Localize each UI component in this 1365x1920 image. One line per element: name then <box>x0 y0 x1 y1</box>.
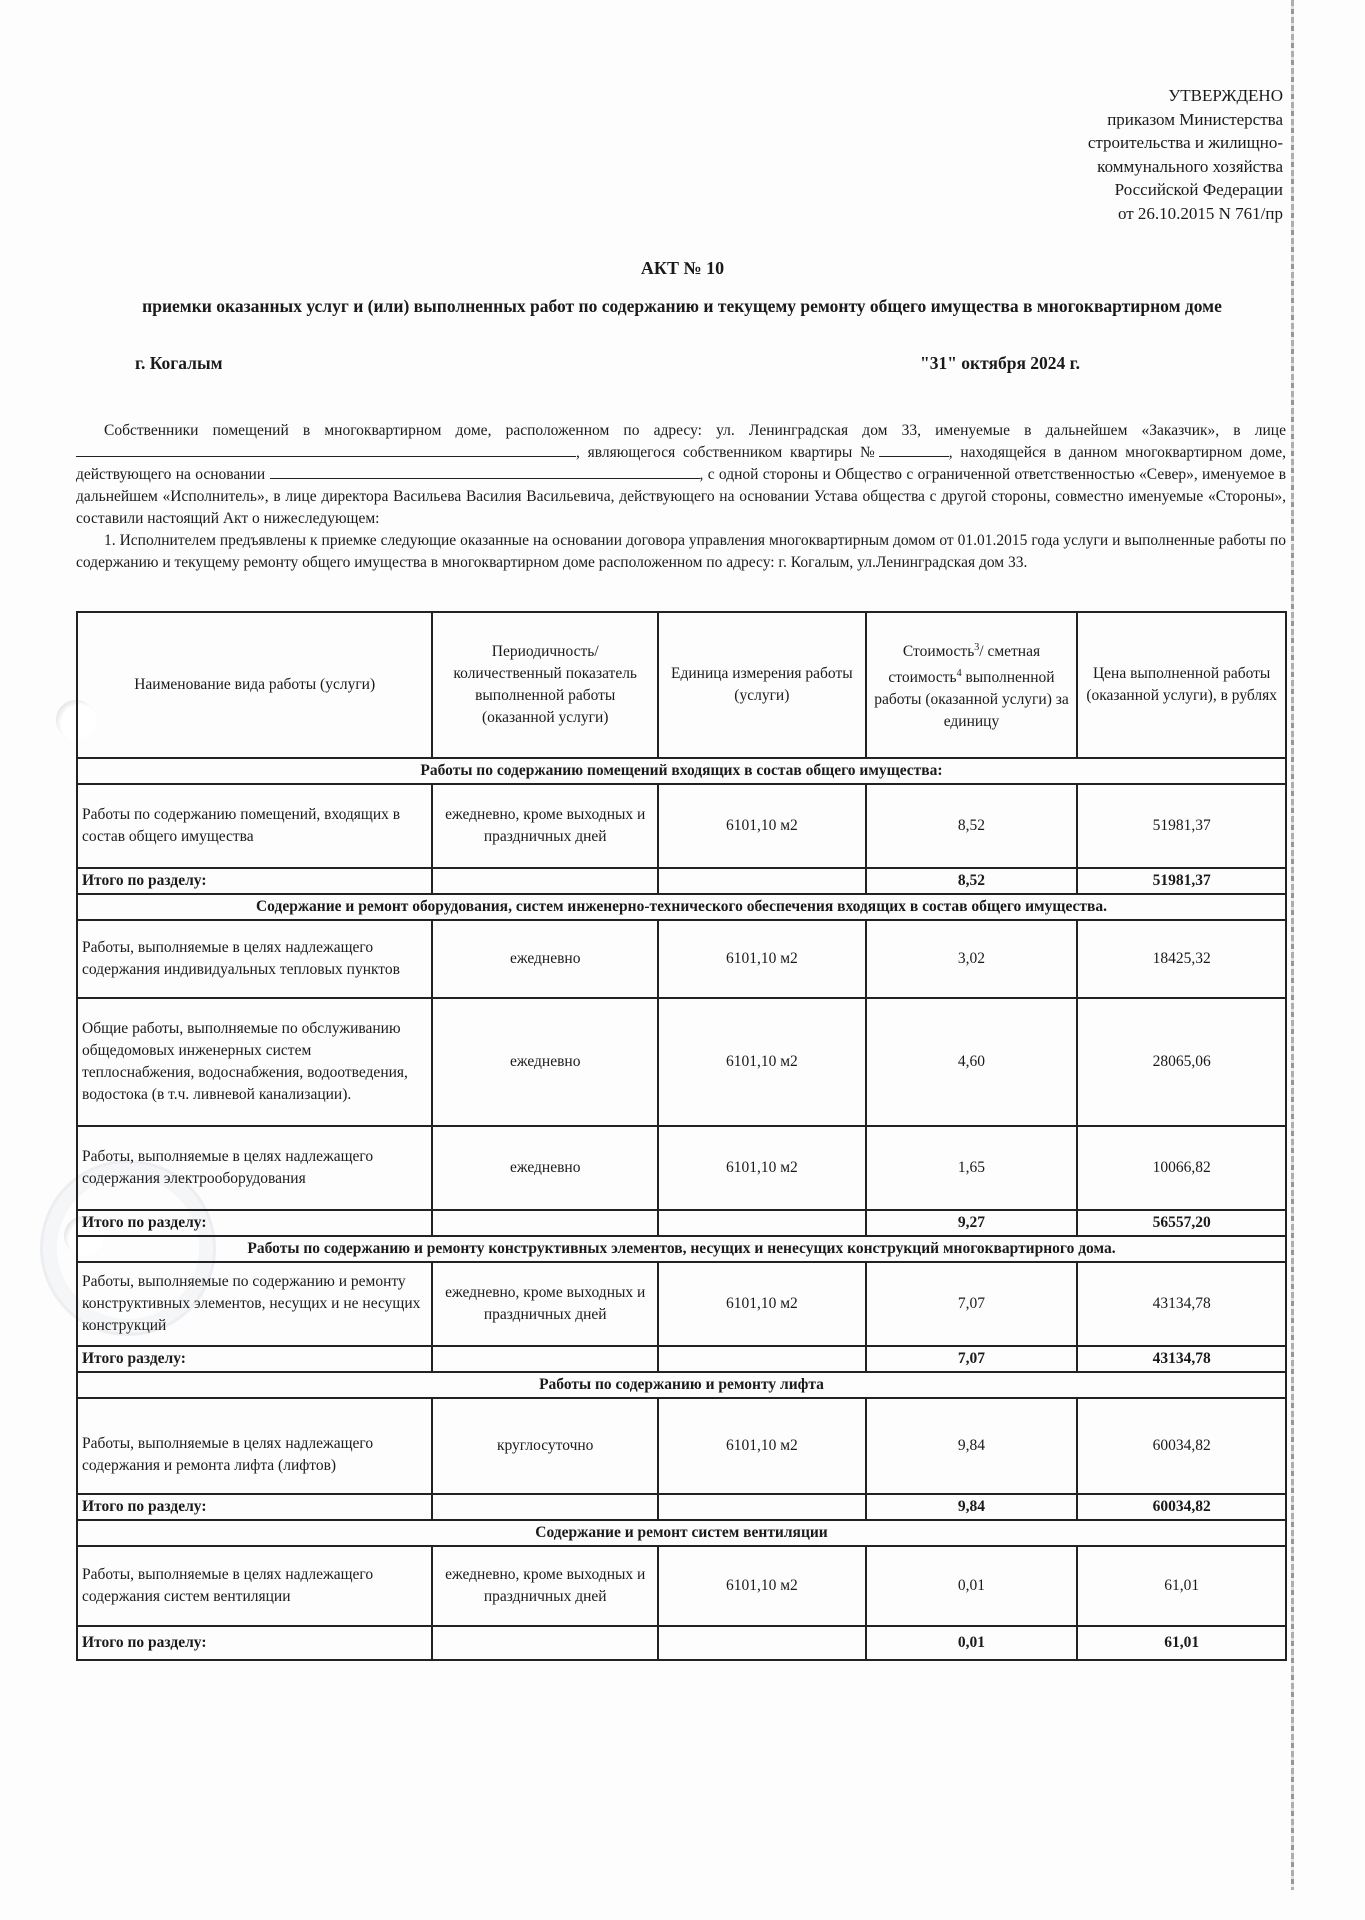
work-periodicity: ежедневно, кроме выходных и праздничных дней <box>432 1262 658 1346</box>
total-price: 61,01 <box>1077 1626 1286 1660</box>
total-cost: 0,01 <box>866 1626 1078 1660</box>
work-cost: 1,65 <box>866 1126 1078 1210</box>
approval-block <box>1088 84 1283 225</box>
blank-owner-name <box>76 442 576 457</box>
work-periodicity: ежедневно, кроме выходных и праздничных дней <box>432 1546 658 1626</box>
blank-apartment-number <box>879 442 949 457</box>
empty-cell <box>658 868 866 894</box>
section-total-row <box>77 1346 1286 1372</box>
total-price: 43134,78 <box>1077 1346 1286 1372</box>
section-title-row <box>77 1372 1286 1398</box>
empty-cell <box>432 1494 658 1520</box>
document-date: "31" октября 2024 г. <box>920 353 1081 373</box>
document-subtitle: приемки оказанных услуг и (или) выполненных работ по содержанию и текущему ремонту общего имущества в многоквартирном доме <box>142 296 1222 316</box>
total-cost: 8,52 <box>866 868 1078 894</box>
section-total-row <box>77 1210 1286 1236</box>
work-cost: 0,01 <box>866 1546 1078 1626</box>
approval-line: коммунального хозяйства <box>1097 156 1283 176</box>
approval-line: строительства и жилищно- <box>1087 133 1283 152</box>
work-cost: 7,07 <box>866 1262 1078 1346</box>
empty-cell <box>658 1210 866 1236</box>
empty-cell <box>432 1626 658 1660</box>
total-cost: 9,27 <box>866 1210 1078 1236</box>
intro-paragraph-2: 1. Исполнителем предъявлены к приемке следующие оказанные на основании договора управления многоквартирным домом от 01.01.2015 года услуги и выполненные работы по содержанию и текущему ремонту общего имущества в многоквартирном доме расположенном по адресу: г. Когалым, ул.Ленинградская дом 33. <box>76 532 1286 571</box>
approval-line: УТВЕРЖДЕНО <box>1168 86 1283 105</box>
empty-cell <box>432 868 658 894</box>
scan-edge-artifact <box>1291 0 1294 1890</box>
approval-line: приказом Министерства <box>1107 109 1283 129</box>
table-row <box>77 920 1286 998</box>
work-price: 28065,06 <box>1077 998 1286 1126</box>
header-price: Цена выполненной работы (оказанной услуги), в рублях <box>1077 612 1286 758</box>
blank-basis <box>270 464 700 479</box>
section-title-row <box>77 1520 1286 1546</box>
work-cost: 4,60 <box>866 998 1078 1126</box>
table-row <box>77 1546 1286 1626</box>
section-title-row <box>77 894 1286 920</box>
work-periodicity: ежедневно <box>432 998 658 1126</box>
section-title: Содержание и ремонт систем вентиляции <box>77 1520 1286 1546</box>
section-title-row <box>77 758 1286 784</box>
total-label: Итого разделу: <box>77 1346 432 1372</box>
total-cost: 7,07 <box>866 1346 1078 1372</box>
header-cost-text: выполненной работы (оказанной услуги) за единицу <box>874 669 1069 731</box>
intro-text-part: , с одной стороны и Общество с ограниченной ответственностью «Север», именуемое в дальнейшем «Исполнитель», в лице директора Васильева Василия Васильевича, действующего на основании Устава общества с другой стороны, совместно именуемые «Стороны», составили настоящий Акт о нижеследующем: <box>76 466 1287 527</box>
total-price: 51981,37 <box>1077 868 1286 894</box>
header-periodicity: Периодичность/ количественный показатель выполненной работы (оказанной услуги) <box>432 612 658 758</box>
table-row <box>77 1126 1286 1210</box>
work-name: Общие работы, выполняемые по обслуживанию общедомовых инженерных систем теплоснабжения, водоснабжения, водоотведения, водостока (в т.ч. ливневой канализации). <box>77 998 432 1126</box>
intro-text-part: Собственники помещений в многоквартирном доме, расположенном по адресу: ул. Ленинградская дом 33, именуемые в дальнейшем «Заказчик», в лице <box>104 422 1286 439</box>
table-row <box>77 784 1286 868</box>
total-label: Итого по разделу: <box>77 1626 432 1660</box>
work-periodicity: ежедневно <box>432 920 658 998</box>
work-unit: 6101,10 м2 <box>658 784 866 868</box>
work-price: 60034,82 <box>1077 1398 1286 1494</box>
footnote-ref: 3 <box>974 641 980 653</box>
section-total-row <box>77 1494 1286 1520</box>
intro-paragraph-1 <box>76 420 1286 530</box>
work-name: Работы, выполняемые в целях надлежащего содержания систем вентиляции <box>77 1546 432 1626</box>
work-name: Работы, выполняемые в целях надлежащего содержания и ремонта лифта (лифтов) <box>77 1398 432 1494</box>
empty-cell <box>432 1210 658 1236</box>
intro-text <box>76 420 1286 574</box>
header-cost-text: Стоимость <box>902 643 975 660</box>
work-periodicity: круглосуточно <box>432 1398 658 1494</box>
works-table <box>76 611 1287 1661</box>
header-name: Наименование вида работы (услуги) <box>77 612 432 758</box>
empty-cell <box>658 1626 866 1660</box>
work-cost: 3,02 <box>866 920 1078 998</box>
total-price: 56557,20 <box>1077 1210 1286 1236</box>
work-unit: 6101,10 м2 <box>658 1398 866 1494</box>
work-name: Работы, выполняемые в целях надлежащего содержания электрооборудования <box>77 1126 432 1210</box>
work-price: 43134,78 <box>1077 1262 1286 1346</box>
section-title: Работы по содержанию и ремонту лифта <box>77 1372 1286 1398</box>
header-unit: Единица измерения работы (услуги) <box>658 612 866 758</box>
total-price: 60034,82 <box>1077 1494 1286 1520</box>
work-cost: 9,84 <box>866 1398 1078 1494</box>
work-periodicity: ежедневно <box>432 1126 658 1210</box>
empty-cell <box>658 1346 866 1372</box>
table-header-row <box>77 612 1286 758</box>
approval-line: от 26.10.2015 N 761/пр <box>1117 203 1283 223</box>
city: г. Когалым <box>135 353 223 373</box>
work-name: Работы по содержанию помещений, входящих в состав общего имущества <box>77 784 432 868</box>
work-name: Работы, выполняемые в целях надлежащего содержания индивидуальных тепловых пунктов <box>77 920 432 998</box>
table-row <box>77 1398 1286 1494</box>
total-label: Итого по разделу: <box>77 1210 432 1236</box>
section-title-row <box>77 1236 1286 1262</box>
work-unit: 6101,10 м2 <box>658 1126 866 1210</box>
work-cost: 8,52 <box>866 784 1078 868</box>
work-price: 61,01 <box>1077 1546 1286 1626</box>
footnote-ref: 4 <box>956 668 962 679</box>
header-cost-text: / сметная стоимость <box>888 643 1041 687</box>
approval-line: Российской Федерации <box>1114 180 1283 199</box>
document-title: АКТ № 10 <box>640 258 725 278</box>
work-unit: 6101,10 м2 <box>658 920 866 998</box>
work-price: 51981,37 <box>1077 784 1286 868</box>
work-unit: 6101,10 м2 <box>658 1262 866 1346</box>
total-label: Итого по разделу: <box>77 1494 432 1520</box>
section-title: Работы по содержанию и ремонту конструктивных элементов, несущих и ненесущих конструкций многоквартирного дома. <box>77 1236 1286 1262</box>
table-row <box>77 1262 1286 1346</box>
work-price: 18425,32 <box>1077 920 1286 998</box>
empty-cell <box>658 1494 866 1520</box>
total-cost: 9,84 <box>866 1494 1078 1520</box>
empty-cell <box>432 1346 658 1372</box>
section-title: Содержание и ремонт оборудования, систем инженерно-технического обеспечения входящих в состав общего имущества. <box>77 894 1286 920</box>
header-cost <box>866 612 1078 758</box>
work-price: 10066,82 <box>1077 1126 1286 1210</box>
work-periodicity: ежедневно, кроме выходных и праздничных дней <box>432 784 658 868</box>
table-row <box>77 998 1286 1126</box>
work-name: Работы, выполняемые по содержанию и ремонту конструктивных элементов, несущих и не несущих конструкций <box>77 1262 432 1346</box>
intro-text-part: , находящейся в данном многоквартирном доме, действующего на основании <box>76 444 1286 483</box>
total-label: Итого по разделу: <box>77 868 432 894</box>
work-unit: 6101,10 м2 <box>658 998 866 1126</box>
work-unit: 6101,10 м2 <box>658 1546 866 1626</box>
section-title: Работы по содержанию помещений входящих в состав общего имущества: <box>77 758 1286 784</box>
intro-text-part: , являющегося собственником квартиры № <box>576 444 879 461</box>
section-total-row <box>77 868 1286 894</box>
section-total-row <box>77 1626 1286 1660</box>
